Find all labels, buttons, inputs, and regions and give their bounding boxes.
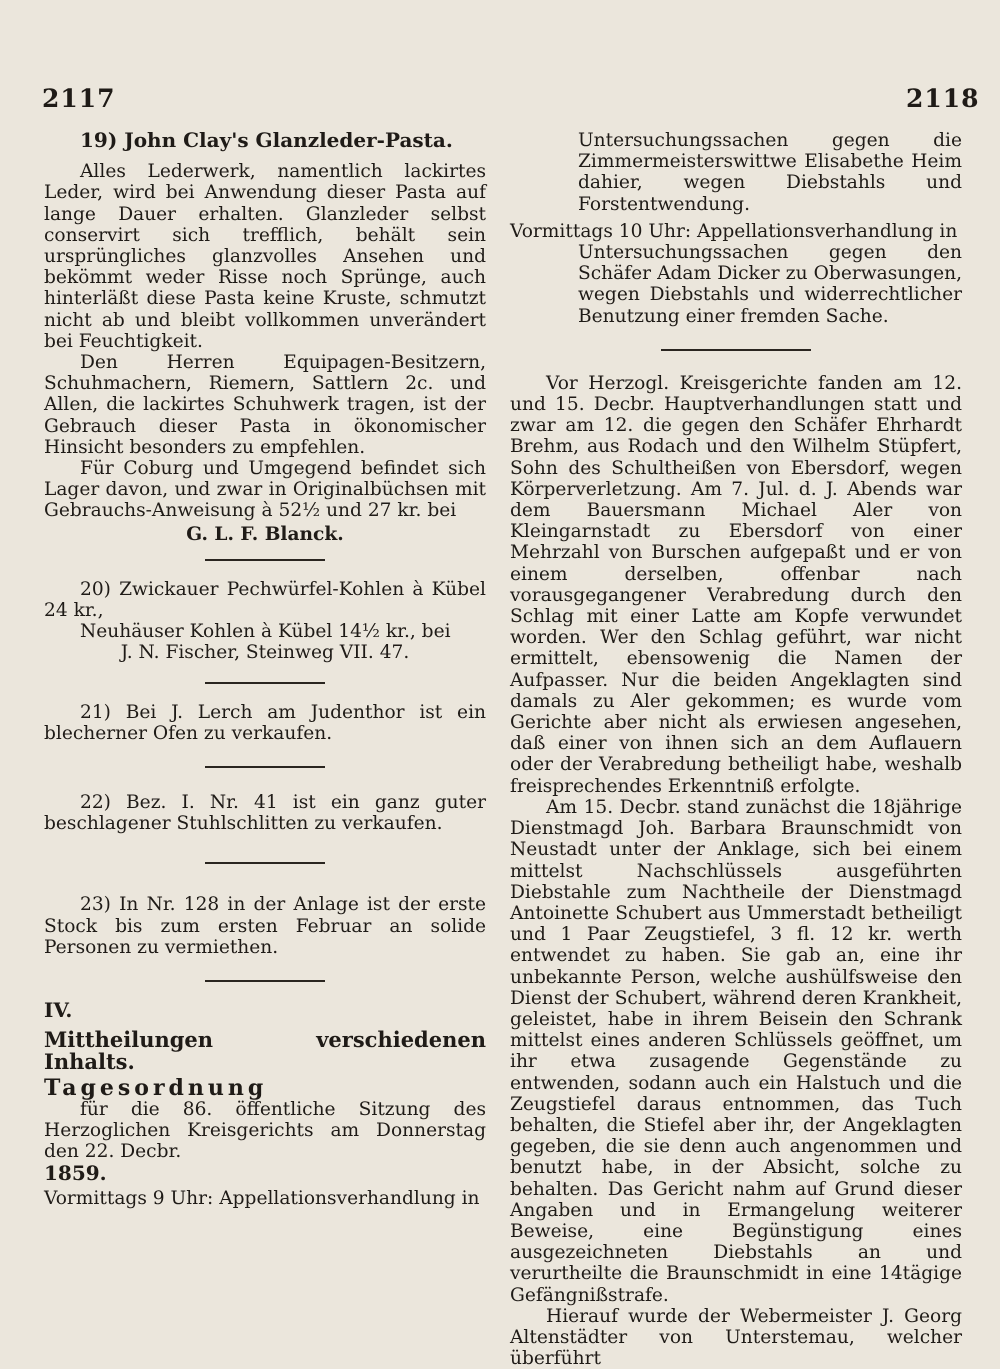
entry-19-text-1: Alles Lederwerk, namentlich lackirtes Leder, wird bei Anwendung dieser Pasta auf lange Dauer erhalten. Glanzleder selbst conservirt sich trefflich, behält sein ursprüngliches glanzvolles Ansehen und bekömmt weder Risse noch Sprünge, auch hinterläßt diese Pasta keine Kruste, schmutzt nicht ab und bleibt vollkommen unverändert bei Feuchtigkeit. (44, 161, 486, 352)
separator-rule (661, 349, 811, 351)
agenda-year: 1859. (44, 1160, 107, 1185)
left-column (44, 128, 486, 1209)
entry-20-line-2: Neuhäuser Kohlen à Kübel 14½ kr., bei (80, 621, 451, 643)
page-number-left: 2117 (42, 84, 116, 113)
separator-rule (205, 559, 325, 561)
court-report-1: Vor Herzogl. Kreisgerichte fanden am 12. und 15. Decbr. Hauptverhandlungen statt und zwar am 12. die gegen den Schäfer Ehrhardt Brehm, aus Rodach und den Wilhelm Stüpfert, Sohn des Schultheißen von Ebersdorf, wegen Körperverletzung. Am 7. Jul. d. J. Abends war dem Bauersmann Michael Aler von Kleingarnstadt zu Ebersdorf von einer Mehrzahl von Burschen aufgepaßt und er von einem derselben, offenbar nach vorausgegangener Verabredung durch den Schlag mit einer Latte am Kopfe verwundet worden. Wer den Schlag geführt, war nicht ermittelt, ebensowenig die Namen der Aufpasser. Nur die beiden Angeklagten sind damals zu Aler gekommen; es wurde vom Gerichte aber nicht als erwiesen angesehen, daß einer von ihnen sich an dem Auflauern oder der Verabredung betheiligt habe, weshalb freisprechendes Erkenntniß erfolgte. (510, 372, 962, 797)
entry-21: 21) Bei J. Lerch am Judenthor ist ein blecherner Ofen zu verkaufen. (44, 701, 486, 744)
agenda-item-1: Vormittags 9 Uhr: Appellationsverhandlung in (44, 1187, 480, 1209)
entry-19-text-2: Den Herren Equipagen-Besitzern, Schuhmachern, Riemern, Sattlern 2c. und Allen, die lackirtes Schuhwerk tragen, ist der Gebrauch dieser Pasta in ökonomischer Hinsicht besonders zu empfehlen. (44, 352, 486, 458)
section-number: IV. (44, 998, 73, 1023)
entry-19-signature: G. L. F. Blanck. (186, 523, 344, 545)
separator-rule (205, 862, 325, 864)
separator-rule (205, 980, 325, 982)
entry-20-line-3: J. N. Fischer, Steinweg VII. 47. (120, 642, 410, 664)
separator-rule (205, 682, 325, 684)
entry-20-line-1: 20) Zwickauer Pechwürfel-Kohlen à Kübel 24 kr., (44, 578, 486, 622)
page-number-right: 2118 (906, 84, 980, 113)
section-title: Mittheilungen verschiedenen Inhalts. (44, 1027, 486, 1074)
agenda-subtitle: für die 86. öffentliche Sitzung des Herzoglichen Kreisgerichts am Donnerstag den 22. Decbr. (44, 1098, 486, 1163)
agenda-item-1-continued: Untersuchungssachen gegen die Zimmermeisterswittwe Elisabethe Heim dahier, wegen Diebstahls und Forstentwendung. (578, 130, 962, 215)
entry-19-title: 19) John Clay's Glanzleder-Pasta. (80, 128, 453, 152)
separator-rule (205, 766, 325, 768)
right-column (510, 128, 962, 1369)
agenda-item-2-lead: Vormittags 10 Uhr: Appellationsverhandlung in (510, 220, 958, 242)
entry-22: 22) Bez. I. Nr. 41 ist ein ganz guter beschlagener Stuhlschlitten zu verkaufen. (44, 792, 486, 835)
entry-19-text-3: Für Coburg und Umgegend befindet sich Lager davon, und zwar in Originalbüchsen mit Gebrauchs-Anweisung à 52½ und 27 kr. bei (44, 458, 486, 522)
agenda-title: Tagesordnung (44, 1074, 268, 1101)
agenda-item-2-text: Untersuchungssachen gegen den Schäfer Adam Dicker zu Oberwasungen, wegen Diebstahls und widerrechtlicher Benutzung einer fremden Sache. (578, 242, 962, 327)
court-report-2: Am 15. Decbr. stand zunächst die 18jährige Dienstmagd Joh. Barbara Braunschmidt von Neustadt unter der Anklage, sich bei einem mittelst Nachschlüssels ausgeführten Diebstahle zum Nachtheile der Dienstmagd Antoinette Schubert aus Ummerstadt betheiligt und 1 Paar Zeugstiefel, 3 fl. 12 kr. werth entwendet zu haben. Sie gab an, eine ihr unbekannte Person, welche aushülfsweise den Dienst der Schubert, während deren Krankheit, geleistet, habe in ihrem Beisein den Schrank mittelst eines anderen Schlüssels geöffnet, um ihr etwa zusagende Gegenstände zu entwenden, sodann auch ein Halstuch und die Zeugstiefel daraus entnommen, das Tuch behalten, die Stiefel aber ihr, der Angeklagten gegeben, die sie denn auch angenommen und benutzt habe, in der Absicht, solche zu behalten. Das Gericht nahm auf Grund dieser Angaben und in Ermangelung weiterer Beweise, eine Begünstigung eines ausgezeichneten Diebstahls an und verurtheilte die Braunschmidt in eine 14tägige Gefängnißstrafe. (510, 796, 962, 1306)
entry-23: 23) In Nr. 128 in der Anlage ist der erste Stock bis zum ersten Februar an solide Personen zu vermiethen. (44, 894, 486, 958)
court-report-3: Hierauf wurde der Webermeister J. Georg Altenstädter von Unterstemau, welcher überführt (510, 1305, 962, 1369)
